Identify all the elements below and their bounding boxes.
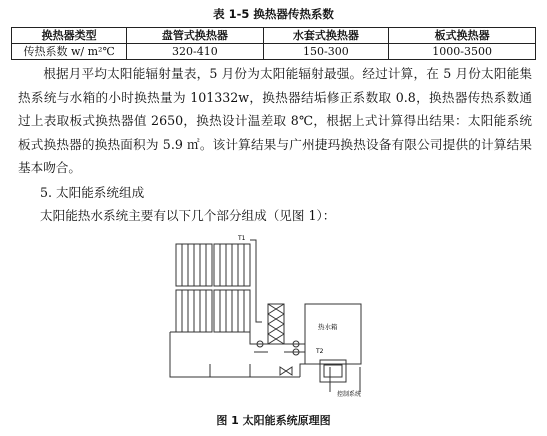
section-heading: 5. 太阳能系统组成 [40,185,145,200]
table-cell: 1000-3500 [389,44,536,60]
table-caption: 表 1-5 换热器传热系数 [213,7,334,21]
control-label: 控制系统 [337,391,362,398]
table-header-row [12,28,536,44]
table-row [12,44,536,60]
tank-label: 热水箱 [318,323,338,331]
figure-caption: 图 1 太阳能系统原理图 [216,414,331,427]
header-cell: 水套式换热器 [263,28,389,44]
header-cell: 盘管式换热器 [127,28,263,44]
header-cell: 换热器类型 [12,28,127,44]
hot-water-tank [305,304,361,364]
heat-exchanger-table [11,27,536,60]
table-cell: 150-300 [263,44,389,60]
table-cell: 传热系数 w/ m²℃ [12,44,127,60]
solar-system-diagram [150,232,390,402]
body-paragraph: 根据月平均太阳能辐射量表，5 月份为太阳能辐射最强。经过计算，在 5 月份太阳能集热系统与水箱的小时换热量为 101332w，换热器结垢修正系数取 0.8，换热器传热系数通过上表取板式换热器值 2650，换热设计温差取 8℃，根据上式计算得出结果：太阳能系统板式换热器的换热面积为 5.9 ㎡。该计算结果与广州捷玛换热设备有限公司提供的计算结果基本吻合。 [18,66,532,175]
solar-collector-panels [176,244,250,332]
header-cell: 板式换热器 [389,28,536,44]
heat-exchanger [268,304,284,344]
intro-text: 太阳能热水系统主要有以下几个部分组成（见图 1）： [40,208,336,223]
sensor-label-t1: T1 [238,235,246,242]
sensor-label-t2: T2 [316,348,324,355]
table-cell: 320-410 [127,44,263,60]
